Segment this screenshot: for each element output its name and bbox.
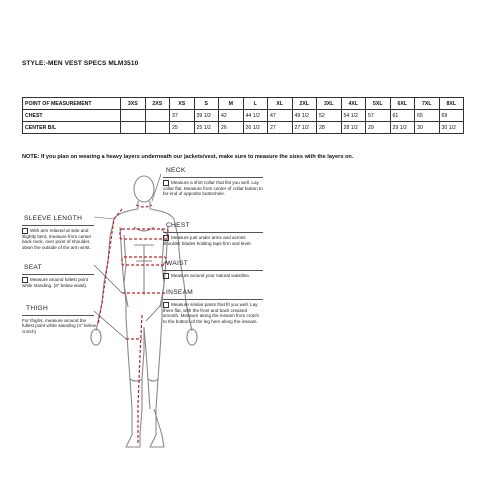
table-row <box>23 110 464 122</box>
table-cell: 52 <box>317 110 342 122</box>
table-cell: 30 1/2 <box>439 122 464 134</box>
header-size-xs: XS <box>170 98 195 110</box>
inseam-divider <box>163 299 263 300</box>
style-title: STYLE:-MEN VEST SPECS MLM3510 <box>22 60 139 67</box>
sleeve-divider <box>22 225 94 226</box>
table-cell: 69 <box>439 110 464 122</box>
table-cell: 26 1/2 <box>243 122 268 134</box>
table-cell: 44 1/2 <box>243 110 268 122</box>
inseam-instructions: Measure similar pants that fit you well. Lay them flat, with the front and back creased smooth. Measure along the inseam from crotch to the bottom of the leg hem along the inseam. <box>163 302 260 324</box>
table-cell: 28 <box>317 122 342 134</box>
header-size-8xl: 8XL <box>439 98 464 110</box>
layering-note: NOTE: If you plan on wearing a heavy layers underneath our jackets/vest, make sure to measure the sizes with the layers on. <box>22 154 354 160</box>
header-size-2xs: 2XS <box>145 98 170 110</box>
waist-callout-title: WAIST <box>166 260 189 267</box>
header-size-6xl: 6XL <box>390 98 415 110</box>
inseam-callout-title: INSEAM <box>166 289 194 296</box>
table-cell: 27 <box>268 122 293 134</box>
table-row <box>23 122 464 134</box>
table-cell: 37 <box>170 110 195 122</box>
table-cell: 29 <box>366 122 391 134</box>
table-cell: 65 <box>415 110 440 122</box>
chest-instructions: Measure just under arms and across shoulder blades holding tape firm and level. <box>163 235 252 246</box>
sleeve-callout-title: SLEEVE LENGTH <box>24 215 83 222</box>
table-cell: 26 <box>219 122 244 134</box>
neck-divider <box>163 177 263 178</box>
table-cell: 25 1/2 <box>194 122 219 134</box>
seat-callout-title: SEAT <box>24 264 42 271</box>
table-cell: 39 1/2 <box>194 110 219 122</box>
waist-checkbox-icon <box>163 273 169 279</box>
size-spec-table <box>22 97 464 134</box>
table-cell: 27 1/2 <box>292 122 317 134</box>
table-cell: 28 1/2 <box>341 122 366 134</box>
table-cell <box>145 110 170 122</box>
table-cell: 29 1/2 <box>390 122 415 134</box>
table-cell: 49 1/2 <box>292 110 317 122</box>
thigh-callout-title: THIGH <box>26 305 49 312</box>
table-cell <box>145 122 170 134</box>
table-cell: 57 <box>366 110 391 122</box>
header-size-2xl: 2XL <box>292 98 317 110</box>
header-size-3xs: 3XS <box>121 98 146 110</box>
table-header-row <box>23 98 464 110</box>
table-cell: 54 1/2 <box>341 110 366 122</box>
header-size-s: S <box>194 98 219 110</box>
header-size-l: L <box>243 98 268 110</box>
row-label: CHEST <box>23 110 121 122</box>
table-cell: 30 <box>415 122 440 134</box>
chest-callout-title: CHEST <box>166 222 190 229</box>
header-size-5xl: 5XL <box>366 98 391 110</box>
header-size-m: M <box>219 98 244 110</box>
header-size-4xl: 4XL <box>341 98 366 110</box>
header-point-of-measurement: POINT OF MEASUREMENT <box>23 98 121 110</box>
chest-divider <box>163 232 263 233</box>
thigh-divider <box>22 315 94 316</box>
seat-instructions: Measure around fullest point while standing. (8" below waist). <box>22 277 88 288</box>
waist-divider <box>163 270 263 271</box>
table-cell: 47 <box>268 110 293 122</box>
sleeve-instructions: With arm relaxed at side and slightly bent, measure from center back neck, over point of shoulder, down the outside of the arm wrist. <box>22 228 92 250</box>
table-cell <box>121 110 146 122</box>
neck-callout-title: NECK <box>166 167 186 174</box>
header-size-xl: XL <box>268 98 293 110</box>
header-size-7xl: 7XL <box>415 98 440 110</box>
header-size-3xl: 3XL <box>317 98 342 110</box>
waist-instructions: Measure around your natural waistline. <box>163 273 259 279</box>
thigh-instructions: For thighs, measure around the fullest point while standing (4" below crotch) <box>22 318 96 334</box>
measurement-guide <box>22 165 372 465</box>
neck-instructions: Measure a shirt collar that fits you well. Lay collar flat. Measure from center of collar button to far end of opposite buttonhole. <box>163 180 263 197</box>
table-cell: 42 <box>219 110 244 122</box>
table-cell: 25 <box>170 122 195 134</box>
seat-divider <box>22 274 94 275</box>
row-label: CENTER B/L <box>23 122 121 134</box>
table-cell: 61 <box>390 110 415 122</box>
table-cell <box>121 122 146 134</box>
